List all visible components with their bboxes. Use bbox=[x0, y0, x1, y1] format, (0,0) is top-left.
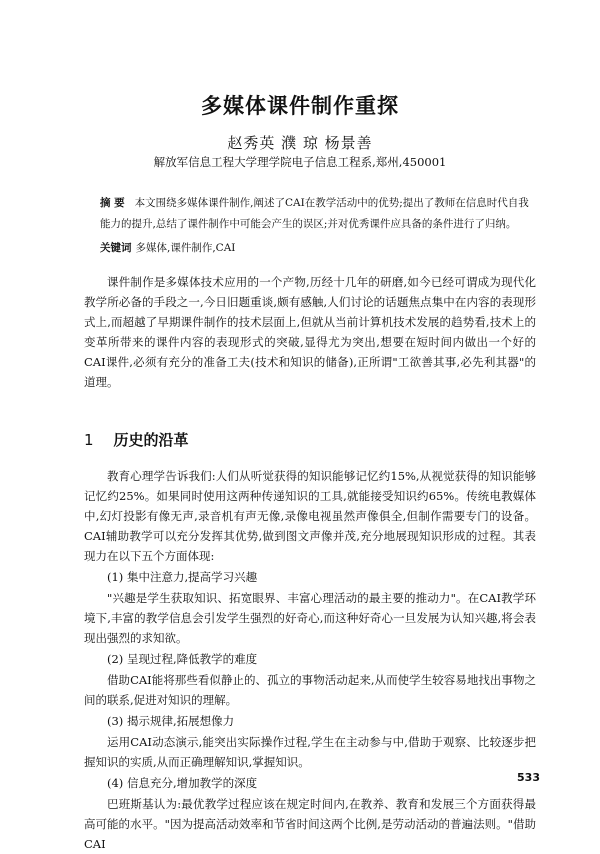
keywords-block bbox=[100, 240, 535, 255]
section-body bbox=[84, 466, 536, 854]
keywords-label: 关键词 bbox=[100, 242, 132, 254]
section-paragraph: 教育心理学告诉我们:人们从听觉获得的知识能够记忆约15%,从视觉获得的知识能够记忆约25%。如果同时使用这两种传递知识的工具,就能接受知识约65%。传统电教媒体中,幻灯投影有像无声,录音机有声无像,录像电视虽然声像俱全,但制作需要专门的设备。CAI辅助教学可以充分发挥其优势,做到图文声像并茂,充分地展现知识形成的过程。其表现力在以下五个方面体现: bbox=[84, 469, 536, 563]
intro-paragraph: 课件制作是多媒体技术应用的一个产物,历经十几年的研磨,如今已经可谓成为现代化教学所必备的手段之一,今日旧题重谈,颇有感触,人们讨论的话题焦点集中在内容的表现形式上,而超越了早期课件制作的技术层面上,但就从当前计算机技术发展的趋势看,技术上的变革所带来的课件内容的表现形式的突破,显得尤为突出,想要在短时间内做出一个好的CAI课件,必须有充分的准备工夫(技术和知识的储备),正所谓"工欲善其事,必先利其器"的道理。 bbox=[84, 275, 536, 389]
section-paragraph: 运用CAI动态演示,能突出实际操作过程,学生在主动参与中,借助于观察、比较逐步把握知识的实质,从而正确理解知识,掌握知识。 bbox=[84, 735, 536, 769]
subheading-1: (1) 集中注意力,提高学习兴趣 bbox=[107, 570, 258, 584]
abstract-text: 本文围绕多媒体课件制作,阐述了CAI在教学活动中的优势;提出了教师在信息时代自我能力的提升,总结了课件制作中可能会产生的误区;并对优秀课件应具备的条件进行了归纳。 bbox=[100, 197, 529, 230]
abstract-block bbox=[100, 193, 535, 235]
page-number: 533 bbox=[517, 771, 540, 784]
keywords-text: 多媒体,课件制作,CAI bbox=[135, 242, 236, 254]
intro-section bbox=[84, 272, 536, 392]
abstract-label: 摘 要 bbox=[100, 197, 125, 209]
section-heading bbox=[84, 429, 189, 450]
section-title: 历史的沿革 bbox=[113, 431, 189, 449]
section-paragraph: 借助CAI能将那些看似静止的、孤立的事物活动起来,从而使学生较容易地找出事物之间的联系,促进对知识的理解。 bbox=[84, 673, 536, 707]
author-list: 赵秀英 濮 琼 杨景善 bbox=[227, 134, 373, 152]
section-paragraph: 巴班斯基认为:最优教学过程应该在规定时间内,在教养、教育和发展三个方面获得最高可能的水平。"因为提高活动效率和节省时间这两个比例,是劳动活动的普遍法则。"借助CAI bbox=[84, 797, 536, 851]
section-number: 1 bbox=[84, 431, 94, 449]
paper-title: 多媒体课件制作重探 bbox=[201, 94, 399, 118]
subheading-2: (2) 呈现过程,降低教学的难度 bbox=[107, 652, 258, 666]
subheading-4: (4) 信息充分,增加教学的深度 bbox=[107, 776, 258, 790]
subheading-3: (3) 揭示规律,拓展想像力 bbox=[107, 714, 235, 728]
affiliation: 解放军信息工程大学理学院电子信息工程系,郑州,450001 bbox=[153, 155, 447, 169]
section-paragraph: "兴趣是学生获取知识、拓宽眼界、丰富心理活动的最主要的推动力"。在CAI教学环境下,丰富的教学信息会引发学生强烈的好奇心,而这种好奇心一旦发展为认知兴趣,将会表现出强烈的求知欲。 bbox=[84, 591, 536, 645]
